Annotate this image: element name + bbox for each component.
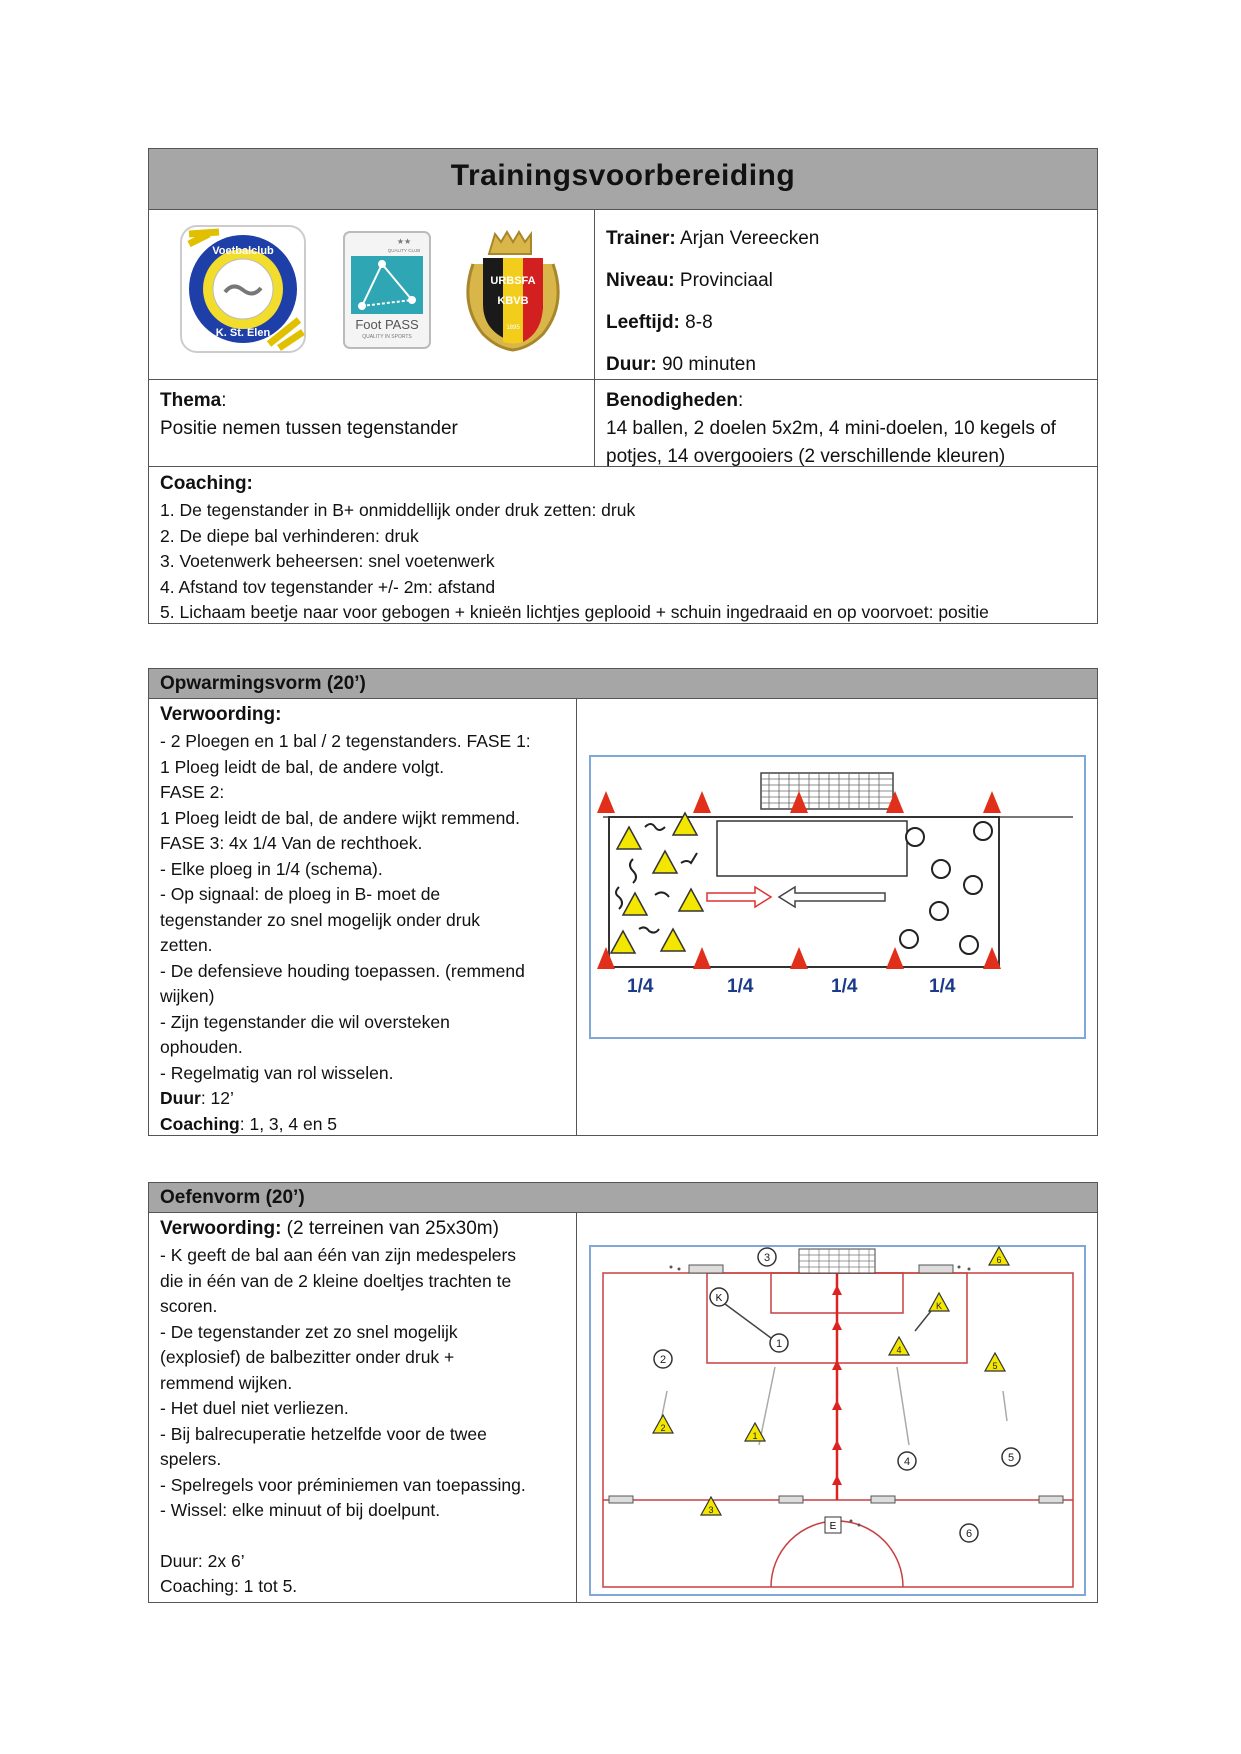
oefen-line: (explosief) de balbezitter onder druk + [160, 1347, 455, 1367]
opwarming-table [148, 668, 1098, 1136]
oefen-text-cell [149, 1213, 576, 1602]
page-title: Trainingsvoorbereiding [450, 159, 796, 192]
oefen-diagram-cell [576, 1213, 1097, 1602]
triangle-number: 5 [992, 1361, 998, 1371]
oefen-line: Duur: 2x 6’ [160, 1550, 245, 1571]
club-logo-text-top: Voetbalclub [212, 245, 274, 257]
duur-label: Duur: [606, 354, 657, 375]
circle-number: 2 [659, 1354, 667, 1366]
thema-colon: : [221, 390, 227, 411]
opwarming-line: FASE 2: [160, 782, 225, 802]
e-box-label: E [829, 1521, 837, 1532]
triangle-number: 6 [996, 1255, 1002, 1265]
logos-cell [149, 210, 594, 379]
benodigdheden-value: 14 ballen, 2 doelen 5x2m, 4 mini-doelen, 10 kegels of potjes, 14 overgooiers (2 verschillende kleuren) [606, 418, 1056, 467]
header-table [148, 148, 1098, 624]
opwarming-line: - Op signaal: de ploeg in B- moet de [160, 884, 441, 904]
leeftijd-value: 8-8 [685, 312, 713, 333]
circle-number: 5 [1007, 1452, 1015, 1464]
leeftijd-label: Leeftijd: [606, 312, 680, 333]
opwarming-duur [160, 1086, 565, 1112]
coaching-label: Coaching: [160, 473, 253, 494]
circle-number: 4 [903, 1456, 911, 1468]
oefen-header: Oefenvorm (20’) [160, 1187, 305, 1208]
kbvb-logo [459, 224, 567, 354]
opwarming-line: wijken) [160, 986, 215, 1006]
footpass-logo [342, 230, 432, 350]
opwarming-diagram [589, 755, 1086, 1039]
opwarming-diagram-cell [576, 699, 1097, 1135]
opwarming-duur-label: Duur [160, 1088, 201, 1108]
duur-value: 90 minuten [661, 354, 756, 375]
opwarming-duur-value: : 12’ [200, 1088, 234, 1108]
kbvb-year: 1895 [506, 325, 520, 331]
coaching-item: 1. De tegenstander in B+ onmiddellijk onder druk zetten: druk [160, 500, 636, 520]
thema-value: Positie nemen tussen tegenstander [160, 418, 458, 439]
opwarming-line: - 2 Ploegen en 1 bal / 2 tegenstanders. FASE 1: [160, 731, 531, 751]
niveau-label: Niveau: [606, 270, 675, 291]
oefen-line: scoren. [160, 1296, 218, 1316]
triangle-number: 3 [708, 1505, 714, 1515]
niveau-line [606, 260, 1086, 302]
quarter-label: 1/4 [929, 976, 956, 997]
opwarming-verwoording-label: Verwoording: [160, 704, 282, 725]
opwarming-line: 1 Ploeg leidt de bal, de andere wijkt remmend. [160, 807, 520, 828]
opwarming-line: - Elke ploeg in 1/4 (schema). [160, 858, 383, 879]
coaching-item: 4. Afstand tov tegenstander +/- 2m: afstand [160, 576, 496, 597]
oefen-line: remmend wijken. [160, 1372, 293, 1393]
footpass-sub: QUALITY IN SPORTS [362, 334, 412, 340]
triangle-number: 1 [752, 1431, 758, 1441]
quarter-label: 1/4 [627, 976, 654, 997]
kbvb-top-text: URBSFA [490, 275, 536, 287]
oefen-verwoording-extra: (2 terreinen van 25x30m) [281, 1218, 499, 1239]
benodigdheden-cell [594, 380, 1097, 466]
triangle-number: 2 [660, 1423, 666, 1433]
opwarming-line: - Regelmatig van rol wisselen. [160, 1062, 394, 1083]
trainer-line [606, 218, 1086, 260]
coaching-item: 5. Lichaam beetje naar voor gebogen + knieën lichtjes geplooid + schuin ingedraaid en op voorvoet: positie [160, 602, 989, 622]
oefen-line: Coaching: 1 tot 5. [160, 1576, 298, 1596]
footpass-name: Foot PASS [355, 317, 419, 332]
coaching-item: 2. De diepe bal verhinderen: druk [160, 525, 419, 546]
coaching-item: 3. Voetenwerk beheersen: snel voetenwerk [160, 551, 495, 571]
niveau-value: Provinciaal [679, 270, 773, 291]
benodigdheden-label: Benodigheden [606, 390, 738, 411]
oefen-line: die in één van de 2 kleine doeltjes trachten te [160, 1270, 512, 1291]
footpass-top-text: QUALITY CLUB [387, 248, 421, 253]
oefen-line: - Bij balrecuperatie hetzelfde voor de twee [160, 1423, 487, 1444]
trainer-label: Trainer: [606, 228, 676, 249]
opwarming-line: ophouden. [160, 1037, 243, 1057]
circle-number: 3 [763, 1252, 771, 1264]
club-logo [179, 224, 307, 354]
oefen-line [160, 1524, 565, 1549]
svg-text:★★: ★★ [396, 237, 412, 246]
circle-number: 1 [775, 1338, 783, 1350]
opwarming-header: Opwarmingsvorm (20’) [160, 673, 366, 694]
opwarming-line: - Zijn tegenstander die wil oversteken [160, 1011, 450, 1032]
oefen-verwoording-label: Verwoording: [160, 1218, 282, 1239]
oefen-line: - Spelregels voor préminiemen van toepassing. [160, 1474, 526, 1495]
opwarming-text-cell [149, 699, 576, 1135]
quarter-label: 1/4 [831, 976, 858, 997]
thema-label: Thema [160, 390, 222, 411]
trainer-info-cell [594, 210, 1097, 379]
opwarming-coaching [160, 1112, 565, 1138]
triangle-k-label: K [935, 1301, 943, 1311]
opwarming-coaching-value: : 1, 3, 4 en 5 [239, 1113, 338, 1134]
thema-cell [149, 380, 594, 466]
opwarming-coaching-label: Coaching [160, 1113, 240, 1134]
goal-net [761, 773, 893, 809]
coaching-cell [149, 467, 1097, 623]
trainer-value: Arjan Vereecken [679, 228, 820, 249]
kbvb-bottom-text: KBVB [497, 295, 529, 307]
opwarming-line: 1 Ploeg leidt de bal, de andere volgt. [160, 756, 445, 777]
opwarming-line: - De defensieve houding toepassen. (remmend [160, 960, 525, 981]
oefen-line: spelers. [160, 1449, 222, 1469]
triangle-number: 4 [896, 1345, 902, 1355]
oefen-line: - K geeft de bal aan één van zijn medespelers [160, 1245, 517, 1265]
oefen-line: - De tegenstander zet zo snel mogelijk [160, 1321, 458, 1342]
keeper-circle-label: K [715, 1293, 723, 1304]
opwarming-line: FASE 3: 4x 1/4 Van de rechthoek. [160, 833, 423, 853]
oefen-diagram [589, 1245, 1086, 1597]
benodigdheden-colon: : [737, 390, 744, 411]
opwarming-line: zetten. [160, 935, 213, 955]
oefen-line: - Het duel niet verliezen. [160, 1398, 349, 1418]
opwarming-line: tegenstander zo snel mogelijk onder druk [160, 909, 481, 930]
oefen-line: - Wissel: elke minuut of bij doelpunt. [160, 1500, 441, 1520]
circle-number: 6 [965, 1528, 973, 1540]
quarter-label: 1/4 [727, 976, 754, 997]
club-logo-text-bottom: K. St. Elen [215, 327, 271, 339]
oefen-table [148, 1182, 1098, 1603]
leeftijd-line [606, 302, 1086, 344]
